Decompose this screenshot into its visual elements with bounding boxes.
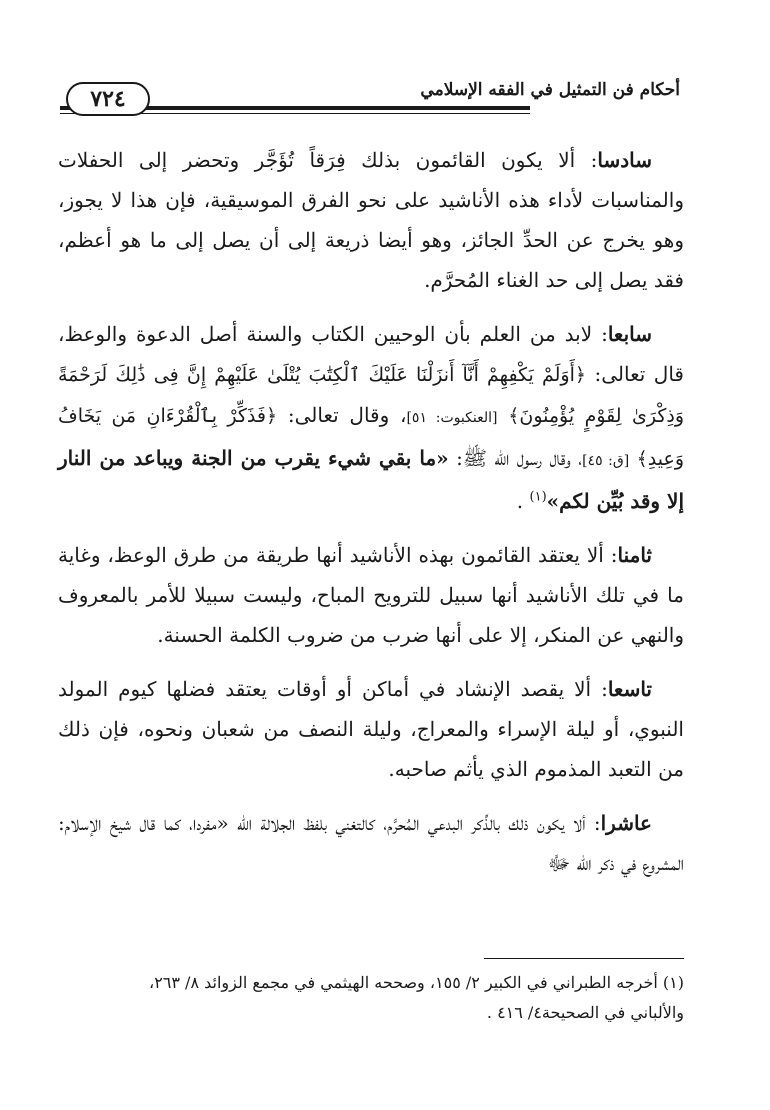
main-text bbox=[58, 140, 684, 897]
quran-verse-ankabut: ﴿أَوَلَمْ يَكْفِهِمْ أَنَّآ أَنزَلْنَا عَلَيْكَ ٱلْكِتَٰبَ يُتْلَىٰ عَلَيْهِمْ إِنَّ فِى ذَٰلِكَ لَرَحْمَةً وَذِكْرَىٰ لِقَوْمٍ يُؤْمِنُونَ﴾ bbox=[58, 364, 685, 427]
verse-reference: [ق: ٤٥] bbox=[582, 453, 630, 469]
paragraph-text: ، وقال تعالى: bbox=[277, 403, 407, 427]
verse-reference: [العنكبوت: ٥١] bbox=[406, 410, 498, 426]
footnote-separator bbox=[484, 958, 684, 959]
paragraph-text: . bbox=[516, 489, 530, 513]
footnote-line: والألباني في الصحيحة٤/ ٤١٦ . bbox=[486, 1003, 684, 1022]
paragraph-ninth bbox=[58, 669, 684, 789]
paragraph-lead: عاشرا bbox=[600, 811, 652, 835]
paragraph-lead: تاسعا bbox=[607, 677, 652, 701]
footnote-line: (١) أخرجه الطبراني في الكبير ٢/ ١٥٥، وصححه الهيثمي في مجمع الزوائد ٨/ ٢٦٣، bbox=[149, 973, 684, 992]
paragraph-text: : ألا يكون القائمون بذلك فِرَقاً تُؤَجَّر وتحضر إلى الحفلات والمناسبات لأداء هذه الأناشيد على نحو الفرق الموسيقية، فإن هذا لا يجوز، وهو يخرج عن الحدِّ الجائز، وهو أيضا ذريعة إلى أن يصل إلى ما هو أعظم، فقد يصل إلى حد الغناء المُحرَّم. bbox=[58, 148, 684, 292]
paragraph-text: ، وقال رسول الله ﷺ: bbox=[448, 446, 583, 470]
page-header bbox=[60, 68, 680, 118]
paragraph-sixth bbox=[58, 140, 684, 300]
paragraph-text: : ألا يقصد الإنشاد في أماكن أو أوقات يعتقد فضلها كيوم المولد النبوي، أو ليلة الإسراء والمعراج، وليلة النصف من شعبان ونحوه، فإن ذلك من التعبد المذموم الذي يأثم صاحبه. bbox=[58, 677, 684, 781]
footnote-marker: (١) bbox=[529, 489, 547, 505]
paragraph-tenth bbox=[58, 803, 684, 883]
paragraph-text: : لابد من العلم بأن الوحيين الكتاب والسنة أصل الدعوة والوعظ، قال تعالى: bbox=[58, 322, 684, 386]
paragraph-lead: سابعا bbox=[607, 322, 652, 346]
paragraph-eighth bbox=[58, 535, 684, 655]
paragraph-text: : ألا يكون ذلك بالذِّكر البدعي المُحرَّم، كالتغني بلفظ الجلالة الله «مفردا، كما قال شيخ الإسلام: المشروع في ذكر الله ﷻ bbox=[58, 811, 684, 875]
quran-verse-qaf: ﴿فَذَكِّرْ بِٱلْقُرْءَانِ مَن يَخَافُ وَعِيدِ﴾ bbox=[58, 405, 684, 470]
book-title: أحكام فن التمثيل في الفقه الإسلامي bbox=[420, 80, 680, 100]
page-number-badge: ٧٢٤ bbox=[66, 82, 150, 116]
footnotes bbox=[58, 968, 684, 1028]
paragraph-lead: ثامنا bbox=[617, 543, 652, 567]
paragraph-lead: سادسا bbox=[597, 148, 652, 172]
paragraph-text: : ألا يعتقد القائمون بهذه الأناشيد أنها طريقة من طرق الوعظ، وغاية ما في تلك الأناشيد أنها سبيل للترويح المباح، وليست سبيلا للأمر بالمعروف والنهي عن المنكر، إلا على أنها ضرب من ضروب الكلمة الحسنة. bbox=[58, 543, 684, 647]
hadith-quote: «ما بقي شيء يقرب من الجنة ويباعد من النار إلا وقد بُيِّن لكم» bbox=[58, 446, 684, 513]
paragraph-seventh bbox=[58, 314, 684, 521]
